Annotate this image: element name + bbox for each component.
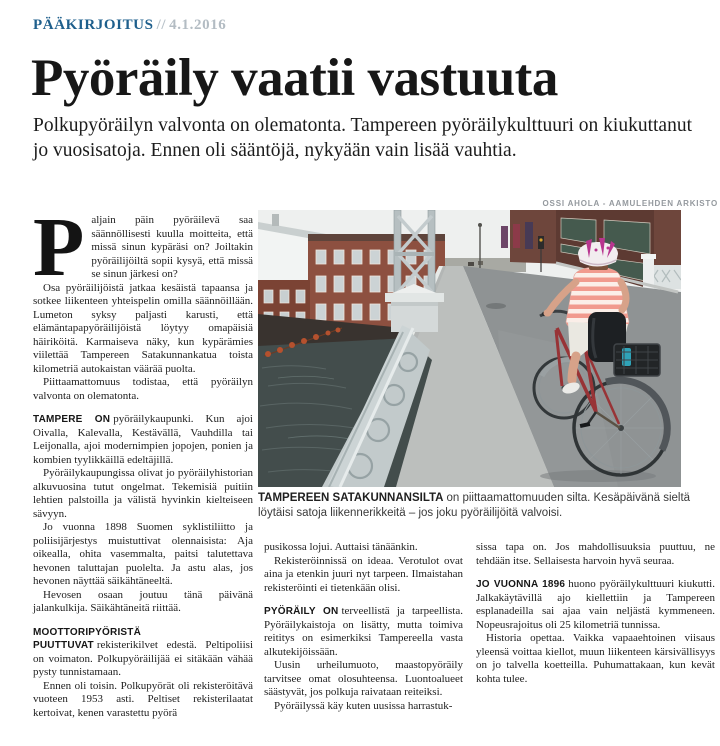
- paragraph-text: Jo vuonna 1898 Suomen syklistiliitto ja poliisijärjestys muistuttivat olennaisista: Aja oikealla, ohita vasemmalta, paitsi talutettava hevonen taluttajan puolelta. Ja astu alas, jos hevonen näyttää säikähtäneeltä.: [33, 521, 253, 587]
- photo-credit: OSSI AHOLA - AAMULEHDEN ARKISTO: [542, 199, 718, 208]
- paragraph: [264, 700, 463, 714]
- paragraph: [33, 680, 253, 721]
- section-label: PÄÄKIRJOITUS: [33, 17, 154, 33]
- paragraph: [33, 282, 253, 377]
- paragraph: [476, 632, 715, 686]
- article-photo: [258, 210, 681, 487]
- paragraph-lead: TAMPERE ON: [33, 414, 111, 425]
- paragraph: [476, 541, 715, 568]
- paragraph-text: Rekisteröinnissä on ideaa. Verotulot ovat aina ja etenkin juuri nyt tarpeen. Ilmaistahan rekisteröinti ei tietenkään olisi.: [264, 554, 463, 594]
- paragraph: [33, 521, 253, 589]
- paragraph: [33, 376, 253, 403]
- caption-lead: TAMPEREEN SATAKUNNANSILTA: [258, 492, 444, 504]
- paragraph: [33, 413, 253, 467]
- paragraph-text: Hevosen osaan joutuu tänä päivänä jalankulkija. Säikähtäneitä riittää.: [33, 588, 253, 614]
- paragraph-text: Piittaamattomuus todistaa, että pyöräilyn valvonta on olematonta.: [33, 376, 253, 402]
- publish-date: 4.1.2016: [169, 17, 227, 33]
- paragraph-text: Pyöräilykaupungissa olivat jo pyöräilyhistorian alkuvuosina tutut ongelmat. Tekemisiä puitiin lehtien palstoilla ja välistä hyvinkin kielteiseen sävyyn.: [33, 467, 253, 520]
- bridge-cyclist-photo: [258, 210, 681, 487]
- paragraph: [476, 578, 715, 632]
- paragraph-lead: MOOTTORIPYÖRISTÄ PUUTTUVAT: [33, 626, 142, 651]
- paragraph-text: Uusin urheilumuoto, maastopyöräily tarvitsee omat olosuhteensa. Luontoalueet säästyvät, jos polkuja raivataan reiteiksi.: [264, 659, 463, 698]
- paragraph-text: pyöräilykaupunki. Kun ajoi Oivalla, Kalevalla, Kestävällä, Vauhdilla tai Leijonalla, ajoi modernimpien jopojen, ponien ja kombien tyylikkäillä edeltäjillä.: [33, 413, 253, 466]
- paragraph-text: Osa pyöräilijöistä jatkaa kesäistä tapaansa ja sotkee liikenteen yhteispelin omilla säännöillään. Lumeton syksy paljasti karusti, että elämäntapapyöräilijöistä löytyy omapäisiä häiriköitä. Karmaiseva näky, kun kypärämies viilettää Tampereen Satakunnankatua toista kilometriä autokaistan väärää puolta.: [33, 281, 253, 375]
- article-column-1: [33, 201, 253, 720]
- paragraph-lead: JO VUONNA 1896: [476, 579, 566, 590]
- paragraph: [264, 555, 463, 596]
- article-column-3: [476, 541, 715, 686]
- paragraph-text: sissa tapa on. Jos mahdollisuuksia puuttuu, ne tehdään itse. Sellaisesta harvoin hyvä seuraa.: [476, 541, 715, 567]
- paragraph: [33, 589, 253, 616]
- paragraph-text: aljain päin pyöräilevä saa säännöllisesti kuulla moitteita, että missä sinun kypäräsi on? Joiltakin pyöräilijöiltä sopii kysyä, että missä se sinun järkesi on?: [91, 214, 253, 280]
- paragraph: [264, 659, 463, 700]
- paragraph-text: huono pyöräilykulttuuri kiukutti. Jalkakäytävillä ajo kiellettiin ja Tampereen esplanadeilla sai ajaa vain neljästä kymmeneen. Nopeusrajoitus oli 25 kilometriä tunnissa.: [476, 578, 715, 631]
- drop-cap: P: [33, 201, 85, 294]
- paragraph-text: terveellistä ja tarpeellista. Pyöräilykaistoja on lisätty, mutta toimiva reititys on esimerkiksi Tampereella vasta alkutekijöissään.: [264, 605, 463, 658]
- paragraph-text: Ennen oli toisin. Polkupyörät oli rekisteröitävä vuoteen 1953 asti. Peltiset rekisterilaatat kertoivat, kenen varastettu pyörä: [33, 679, 253, 719]
- section-kicker: [33, 17, 226, 34]
- paragraph-lead: PYÖRÄILY ON: [264, 606, 339, 617]
- paragraph: [33, 201, 253, 294]
- photo-caption: [258, 491, 718, 521]
- paragraph-text: Pyöräilyssä käy kuten uusissa harrastuk-: [274, 699, 453, 712]
- paragraph: [33, 626, 253, 680]
- article-column-2: [264, 541, 463, 713]
- caption-text: on piittaamattomuuden silta. Kesäpäivänä sieltä löytäisi satoja liikennerikkeitä – jos joku pyöräilijöitä valvoisi.: [258, 492, 691, 519]
- paragraph-text: rekisterikilvet edestä. Peltipoliisi on voimaton. Polkupyöräilijää ei sitäkään vähää pysty tunnistamaan.: [33, 639, 253, 678]
- page-title: Pyöräily vaatii vastuuta: [31, 49, 558, 107]
- standfirst: Polkupyöräilyn valvonta on olematonta. Tampereen pyöräilykulttuuri on kiukuttanut jo vuosisatoja. Ennen oli sääntöjä, nykyään vain lisää vauhtia.: [33, 115, 692, 161]
- paragraph: [33, 467, 253, 521]
- paragraph-text: Historia opettaa. Vaikka vapaaehtoinen viisaus yleensä voittaa kiellot, muun liikenteen kärsivällisyys on jo talvella koetteilla. Puhumattakaan, kun kevät kohta tulee.: [476, 632, 715, 685]
- paragraph: [264, 605, 463, 659]
- paragraph: [264, 541, 463, 555]
- paragraph-text: pusikossa lojui. Auttaisi tänäänkin.: [264, 541, 418, 553]
- kicker-separator: //: [156, 17, 167, 33]
